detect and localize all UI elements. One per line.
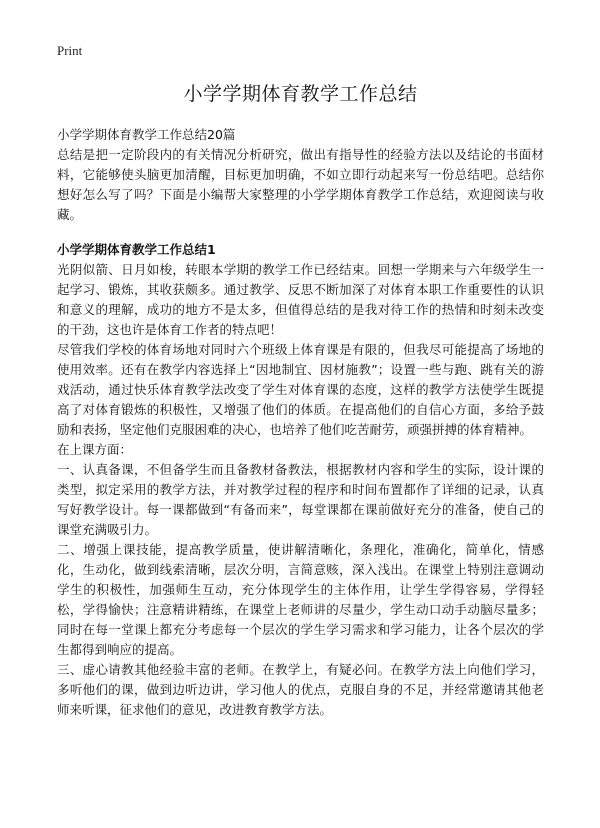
body-paragraph: 二、增强上课技能，提高教学质量，使讲解清晰化，条理化，准确化，简单化，情感化，生动化，做到线索清晰，层次分明，言简意赅，深入浅出。在课堂上特别注意调动学生的积极性，加强师生互动，充分体现学生的主体作用，让学生学得容易，学得轻松，学得愉快；注意精讲精练，在课堂上老师讲的尽量少，学生动口动手动脑尽量多；同时在每一堂课上都充分考虑每一个层次的学生学习需求和学习能力，让各个层次的学生都得到响应的提高。 xyxy=(57,542,544,657)
body-paragraph: 一、认真备课，不但备学生而且备教材备教法，根据教材内容和学生的实际，设计课的类型，拟定采用的教学方法，并对教学过程的程序和时间布置都作了详细的记录，认真写好教学设计。每一课都做到“有备而来”，每堂课都在课前做好充分的准备，使自己的课堂充满吸引力。 xyxy=(57,462,544,537)
document-subtitle: 小学学期体育教学工作总结20篇 xyxy=(57,127,236,142)
body-paragraph: 在上课方面： xyxy=(57,442,133,457)
document-title: 小学学期体育教学工作总结 xyxy=(183,83,418,105)
section-heading: 小学学期体育教学工作总结1 xyxy=(57,242,216,257)
body-paragraph: 尽管我们学校的体育场地对同时六个班级上体育课是有限的，但我尽可能提高了场地的使用效率。还有在教学内容选择上“因地制宜、因材施教”；设置一些与跑、跳有关的游戏活动，通过快乐体育教学法改变了学生对体育课的态度，这样的教学方法使学生既提高了对体育锻炼的积极性，又增强了他们的体质。在提高他们的自信心方面，多给予鼓励和表扬，坚定他们克服困难的决心，也培养了他们吃苦耐劳，顽强拼搏的体育精神。 xyxy=(57,342,544,437)
print-link[interactable]: Print xyxy=(57,43,83,58)
body-paragraph: 三、虚心请教其他经验丰富的老师。在教学上，有疑必问。在教学方法上向他们学习，多听他们的课，做到边听边讲，学习他人的优点，克服自身的不足，并经常邀请其他老师来听课，征求他们的意见，改进教育教学方法。 xyxy=(57,662,544,717)
intro-paragraph: 总结是把一定阶段内的有关情况分析研究，做出有指导性的经验方法以及结论的书面材料，它能够使头脑更加清醒，目标更加明确，不如立即行动起来写一份总结吧。总结你想好怎么写了吗？下面是小编帮大家整理的小学学期体育教学工作总结，欢迎阅读与收藏。 xyxy=(57,147,544,222)
body-paragraph: 光阴似箭、日月如梭，转眼本学期的教学工作已经结束。回想一学期来与六年级学生一起学习、锻炼，其收获颇多。通过教学、反思不断加深了对体育本职工作重要性的认识和意义的理解，成功的地方不是太多，但值得总结的是我对待工作的热情和时刻未改变的干劲，这也许是体育工作者的特点吧！ xyxy=(57,262,544,337)
